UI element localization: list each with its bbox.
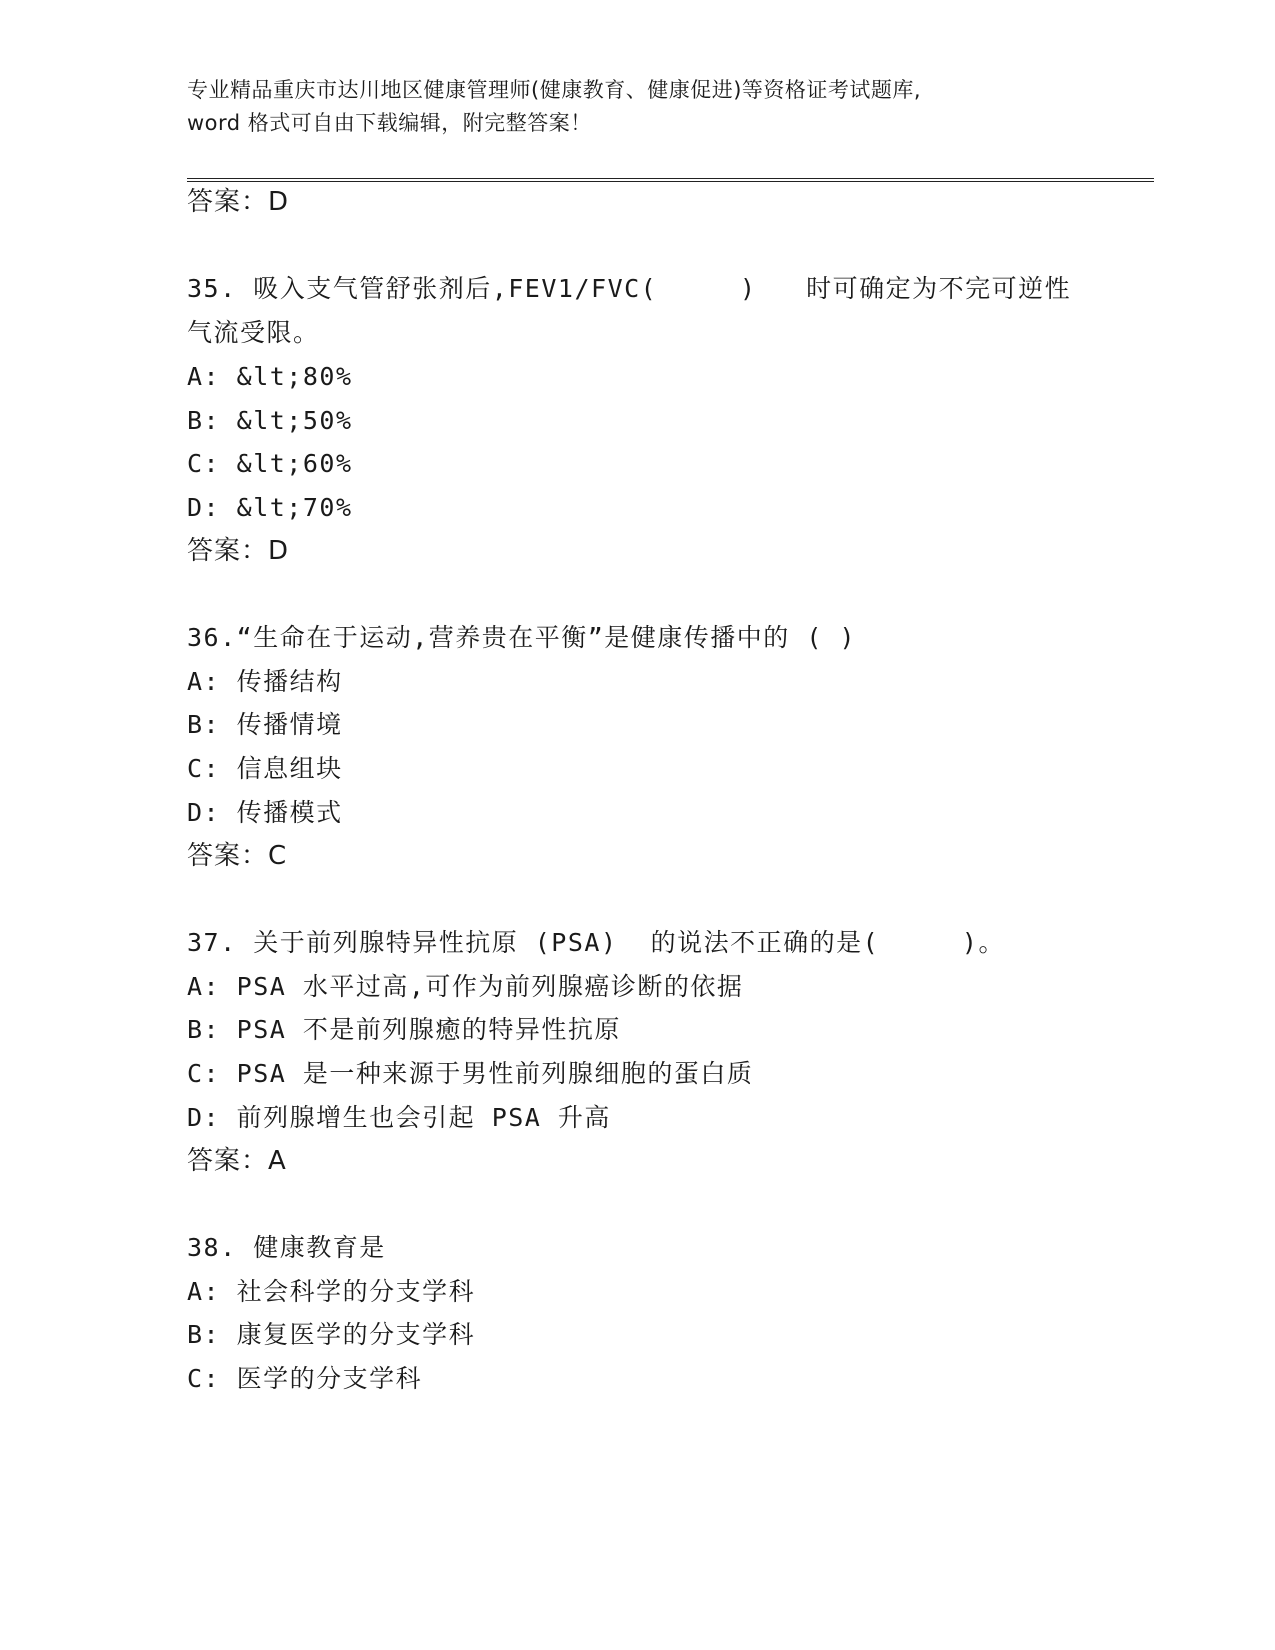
- q35-option-d: D: &lt;70%: [187, 493, 353, 522]
- header-line-1: 专业精品重庆市达川地区健康管理师(健康教育、健康促进)等资格证考试题库,: [187, 78, 922, 102]
- q37-option-b: B: PSA 不是前列腺癒的特异性抗原: [187, 1015, 621, 1044]
- q37-answer: 答案：A: [187, 1146, 287, 1176]
- header-line-2: word 格式可自由下载编辑，附完整答案！: [187, 111, 592, 135]
- q36-option-a: A: 传播结构: [187, 667, 343, 696]
- q35-option-b: B: &lt;50%: [187, 406, 353, 435]
- q36-option-c: C: 信息组块: [187, 754, 343, 783]
- q38-option-a: A: 社会科学的分支学科: [187, 1277, 476, 1306]
- header-divider: [187, 178, 1154, 182]
- q37-stem: 37. 关于前列腺特异性抗原 (PSA) 的说法不正确的是( )。: [187, 928, 1005, 957]
- q37-option-d: D: 前列腺增生也会引起 PSA 升高: [187, 1103, 611, 1132]
- q36-option-b: B: 传播情境: [187, 710, 343, 739]
- q37-option-c: C: PSA 是一种来源于男性前列腺细胞的蛋白质: [187, 1059, 754, 1088]
- document-header: [187, 74, 1087, 140]
- prev-answer: 答案：D: [187, 187, 290, 217]
- q35-stem-line1: 35. 吸入支气管舒张剂后,FEV1/FVC( ) 时可确定为不完可逆性: [187, 274, 1072, 303]
- q36-stem: 36.“生命在于运动,营养贵在平衡”是健康传播中的 ( ): [187, 623, 857, 652]
- q35-stem-line2: 气流受限。: [187, 318, 320, 347]
- q38-stem: 38. 健康教育是: [187, 1233, 386, 1262]
- q37-option-a: A: PSA 水平过高,可作为前列腺癌诊断的依据: [187, 972, 744, 1001]
- q38-option-b: B: 康复医学的分支学科: [187, 1320, 476, 1349]
- q35-answer: 答案：D: [187, 536, 290, 566]
- q35-option-a: A: &lt;80%: [187, 362, 353, 391]
- q38-option-c: C: 医学的分支学科: [187, 1364, 423, 1393]
- q36-answer: 答案：C: [187, 841, 288, 871]
- q36-option-d: D: 传播模式: [187, 798, 343, 827]
- q35-option-c: C: &lt;60%: [187, 449, 353, 478]
